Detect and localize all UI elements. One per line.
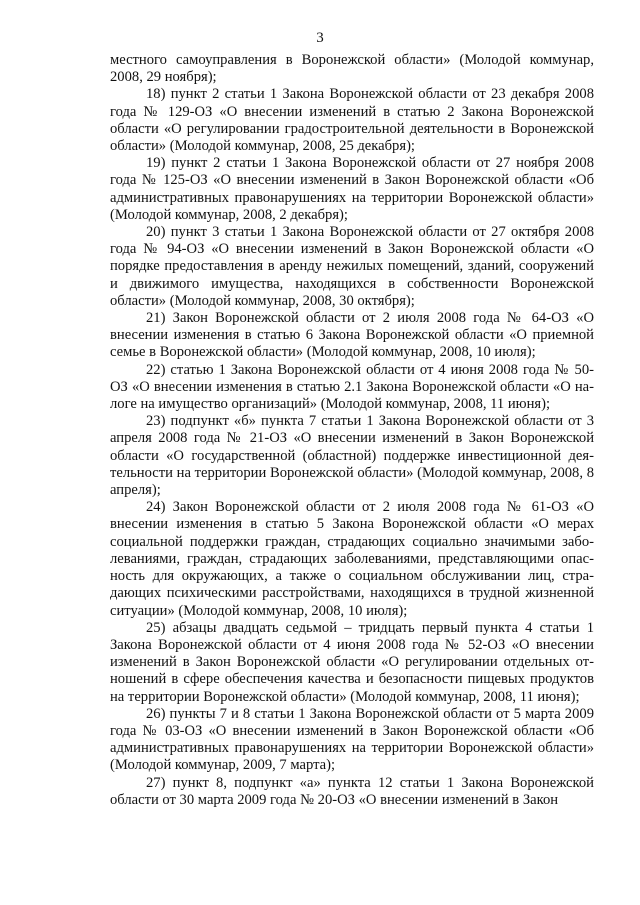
list-item-20: 20) пункт 3 статьи 1 Закона Воронежской области от 27 октября 2008 года № 94-ОЗ «О внесении изменений в Закон Воронежской области «О порядке предоставления в аренду нежилых помещений, зданий, сооружений и движимого имущества, находящихся в собственности Воронежской области» (Молодой коммунар, 2008, 30 октября); (110, 224, 594, 309)
list-item-22: 22) статью 1 Закона Воронежской области от 4 июня 2008 года № 50-ОЗ «О внесении изменения в статью 2.1 Закона Воронежской области «О налоге на имущество организаций» (Молодой коммунар, 2008, 11 июня); (110, 361, 594, 413)
list-item-19: 19) пункт 2 статьи 1 Закона Воронежской области от 27 ноября 2008 года № 125-ОЗ «О внесении изменений в Закон Воронежской области «Об административных правонарушениях на территории Воронежской области» (Молодой коммунар, 2008, 2 декабря); (110, 155, 594, 223)
document-body (110, 52, 594, 809)
list-item-26: 26) пункты 7 и 8 статьи 1 Закона Воронежской области от 5 марта 2009 года № 03-ОЗ «О внесении изменений в Закон Воронежской области «Об административных правонарушениях на территории Воронежской области» (Молодой коммунар, 2009, 7 марта); (110, 705, 594, 774)
paragraph-continuation: местного самоуправления в Воронежской области» (Молодой коммунар, 2008, 29 ноября); (110, 52, 594, 86)
list-item-27: 27) пункт 8, подпункт «а» пункта 12 статьи 1 Закона Воронежской области от 30 марта 2009 года № 20-ОЗ «О внесении изменений в Закон (110, 774, 594, 808)
list-item-21: 21) Закон Воронежской области от 2 июля 2008 года № 64-ОЗ «О внесении изменения в статью 6 Закона Воронежской области «О приемной семье в Воронежской области» (Молодой коммунар, 2008, 10 июля); (110, 310, 594, 361)
list-item-24: 24) Закон Воронежской области от 2 июля 2008 года № 61-ОЗ «О внесении изменения в статью 5 Закона Воронежской области «О мерах социальной поддержки граждан, страдающих социально значимыми заболеваниями, граждан, страдающих заболеваниями, представляющими опасность для окружающих, а также о социальном обслуживании лиц, страдающих психическими расстройствами, находящихся в трудной жизненной ситуации» (Молодой коммунар, 2008, 10 июля); (110, 499, 594, 619)
list-item-23: 23) подпункт «б» пункта 7 статьи 1 Закона Воронежской области от 3 апреля 2008 года № 21-ОЗ «О внесении изменений в Закон Воронежской области «О государственной (областной) поддержке инвестиционной деятельности на территории Воронежской области» (Молодой коммунар, 2008, 8 апреля); (110, 413, 594, 499)
list-item-18: 18) пункт 2 статьи 1 Закона Воронежской области от 23 декабря 2008 года № 129-ОЗ «О внесении изменений в статью 2 Закона Воронежской области «О регулировании градостроительной деятельности в Воронежской области» (Молодой коммунар, 2008, 25 декабря); (110, 86, 594, 155)
list-item-25: 25) абзацы двадцать седьмой – тридцать первый пункта 4 статьи 1 Закона Воронежской области от 4 июня 2008 года № 52-ОЗ «О внесении изменений в Закон Воронежской области «О регулировании отдельных отношений в сфере обеспечения качества и безопасности пищевых продуктов на территории Воронежской области» (Молодой коммунар, 2008, 11 июня); (110, 619, 594, 705)
page-number: 3 (316, 30, 324, 46)
